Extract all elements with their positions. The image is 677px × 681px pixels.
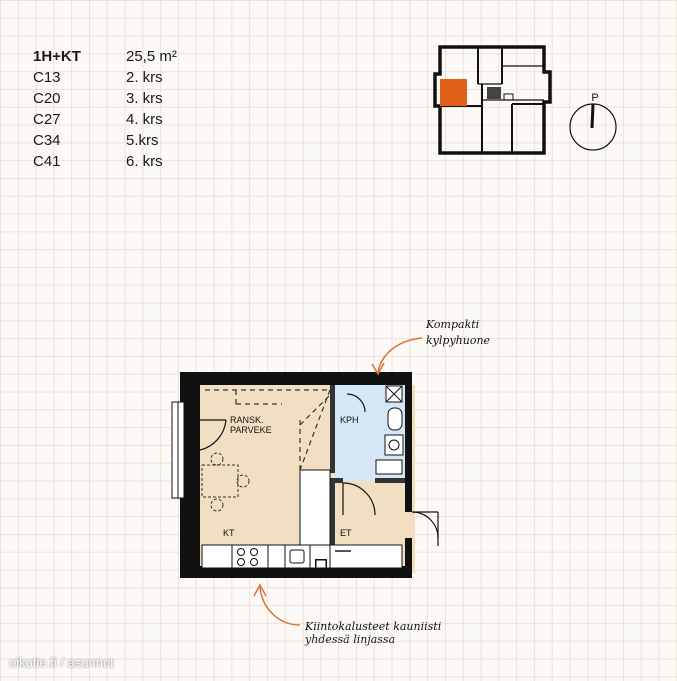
french-balcony-window [172, 402, 184, 498]
unit-row [33, 151, 177, 172]
annotation-arrow-top [378, 338, 422, 372]
unit-row [33, 88, 177, 109]
unit-floor: 5.krs [126, 132, 159, 149]
unit-row [33, 67, 177, 88]
stairwell-icon [487, 87, 501, 99]
apartment-type: 1H+KT [33, 48, 81, 65]
apartment-area: 25,5 m² [126, 48, 177, 65]
annotation-fixtures-line2: yhdessä linjassa [305, 633, 396, 646]
unit-code: C41 [33, 153, 61, 170]
shaft-icon [316, 560, 326, 568]
room-label-bathroom: KPH [340, 415, 359, 425]
elevator-icon [504, 94, 513, 100]
floor-plan [160, 300, 491, 640]
apartment-type-row [33, 46, 177, 67]
unit-floor: 2. krs [126, 69, 163, 86]
room-label-hall: ET [340, 528, 352, 538]
unit-row [33, 109, 177, 130]
annotation-bathroom: Kompakti [426, 318, 480, 331]
room-label-balcony-line2: PARVEKE [230, 425, 272, 435]
unit-code: C34 [33, 132, 61, 149]
kitchen-counter [202, 545, 402, 569]
highlighted-unit [440, 79, 467, 106]
unit-floor: 3. krs [126, 90, 163, 107]
watermark: oikotie.fi / asunnot [9, 655, 114, 670]
room-label-balcony: RANSK. [230, 415, 264, 425]
compass-label: P [591, 92, 599, 104]
compass [565, 90, 621, 160]
unit-code: C20 [33, 90, 61, 107]
annotation-fixtures: Kiintokalusteet kauniisti [305, 620, 442, 633]
unit-code: C27 [33, 111, 61, 128]
unit-floor: 4. krs [126, 111, 163, 128]
unit-row [33, 130, 177, 151]
annotation-arrow-bottom [260, 587, 300, 625]
room-label-kitchen: KT [223, 528, 235, 538]
north-arrow-icon [592, 104, 593, 128]
key-plan [432, 44, 556, 160]
apartment-info [33, 46, 177, 172]
annotation-bathroom-line2: kylpyhuone [426, 334, 491, 347]
unit-floor: 6. krs [126, 153, 163, 170]
unit-code: C13 [33, 69, 61, 86]
